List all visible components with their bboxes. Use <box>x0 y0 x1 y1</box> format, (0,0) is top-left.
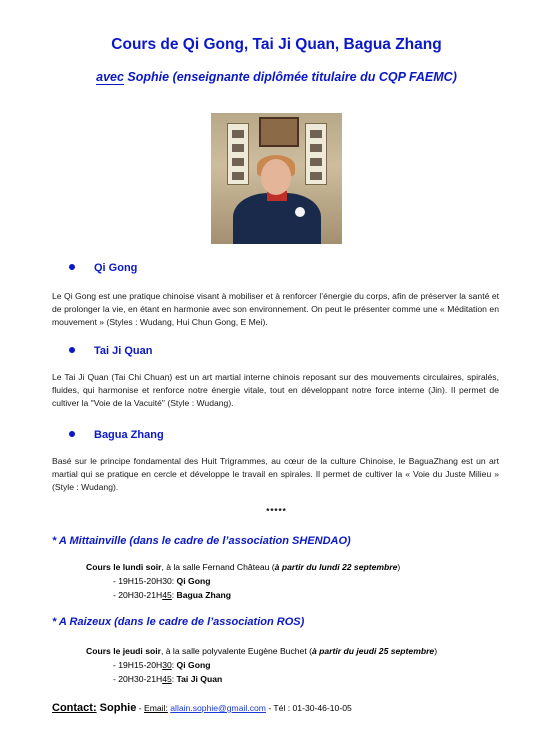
bullet-icon <box>69 264 75 270</box>
photo-scroll-left <box>227 123 249 185</box>
photo-scroll-right <box>305 123 327 185</box>
schedule-row: - 20H30-21H45: Bagua Zhang <box>113 590 231 600</box>
heading-tai-ji-quan: Tai Ji Quan <box>69 345 152 357</box>
contact-line: Contact: Sophie - Email: allain.sophie@gmail.com - Tél : 01-30-46-10-05 <box>52 702 352 714</box>
contact-label: Contact: <box>52 702 97 714</box>
heading-qi-gong: Qi Gong <box>69 262 137 274</box>
contact-name: Sophie <box>96 702 137 714</box>
photo-frame <box>259 117 299 147</box>
bullet-icon <box>69 431 75 437</box>
phone-number: - Tél : 01-30-46-10-05 <box>265 703 352 713</box>
subtitle-rest: Sophie (enseignante diplômée titulaire du CQP FAEMC) <box>123 70 457 84</box>
schedule-row: - 19H15-20H30: Qi Gong <box>113 660 211 670</box>
teacher-photo <box>211 113 342 244</box>
email-label: Email: <box>143 703 168 713</box>
section-mittainville: * A Mittainville (dans le cadre de l’association SHENDAO) <box>52 535 351 547</box>
schedule-row: - 19H15-20H30: Qi Gong <box>113 576 211 586</box>
page-subtitle <box>0 70 553 84</box>
section-raizeux: * A Raizeux (dans le cadre de l’association ROS) <box>52 616 305 628</box>
paragraph-qi-gong: Le Qi Gong est une pratique chinoise visant à mobiliser et à renforcer l’énergie du corps, afin de préserver la santé et de prolonger la vie, en étant en harmonie avec son environnement. On peut le présenter comme une « Méditation en mouvement » (Styles : Wudang, Hui Chun Gong, E Mei). <box>52 291 499 328</box>
schedule-row: - 20H30-21H45: Tai Ji Quan <box>113 674 223 684</box>
separator-stars: ***** <box>266 507 287 516</box>
paragraph-bagua-zhang: Basé sur le principe fondamental des Huit Trigrammes, au cœur de la culture Chinoise, le BaguaZhang est un art martial qui se pratique en cercle et développe le travail en spirales. Il permet de cultiver la « Voie du Juste Milieu » (Style : Wudang). <box>52 456 499 493</box>
photo-badge <box>295 207 305 217</box>
course-info-raizeux: Cours le jeudi soir, à la salle polyvalente Eugène Buchet (à partir du jeudi 25 septembre) <box>86 646 438 656</box>
bullet-icon <box>69 347 75 353</box>
photo-person-head <box>261 159 291 195</box>
paragraph-tai-ji-quan: Le Tai Ji Quan (Tai Chi Chuan) est un art martial interne chinois reposant sur des mouvements circulaires, spiralés, fluides, qui harmonise et renforce notre énergie vitale, tout en développant notre force interne (Jin). Il permet de cultiver la "Voie de la Vacuité" (Style : Wudang). <box>52 372 499 409</box>
page-title: Cours de Qi Gong, Tai Ji Quan, Bagua Zhang <box>111 36 442 53</box>
subtitle-avec: avec <box>96 70 124 84</box>
email-link[interactable]: allain.sophie@gmail.com <box>170 703 266 713</box>
course-info-mittainville: Cours le lundi soir, à la salle Fernand Château (à partir du lundi 22 septembre) <box>86 562 401 572</box>
heading-bagua-zhang: Bagua Zhang <box>69 429 164 441</box>
